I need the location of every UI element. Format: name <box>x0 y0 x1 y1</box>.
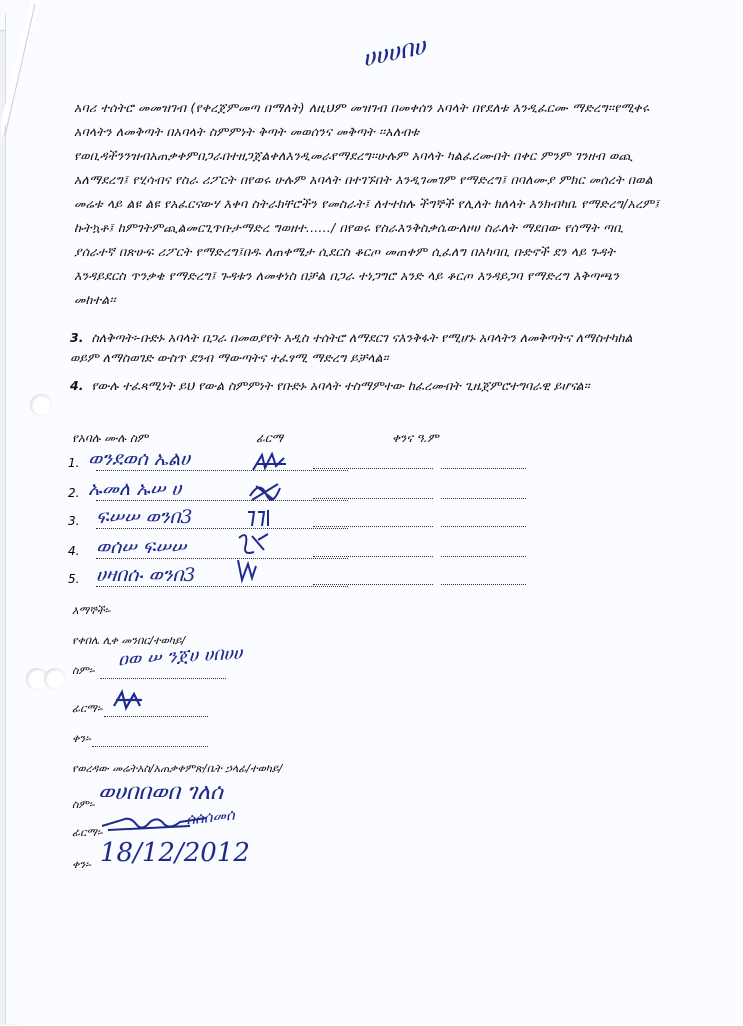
member-row <box>68 448 538 472</box>
top-handwritten-note: ሀሀሀበሀ <box>359 31 429 73</box>
kebele-date-label: ቀን፡- <box>72 732 92 745</box>
member-name: ኡመለ ኡሠ ሀ <box>88 478 182 500</box>
header-date: ቀንና ዓ.ም <box>392 431 439 445</box>
item-4-number: 4. <box>70 378 84 393</box>
kebele-signature <box>110 688 146 716</box>
kebele-signature-label: ፊርማ፡- <box>72 702 104 715</box>
signature-line <box>313 526 433 527</box>
member-row <box>68 506 538 530</box>
name-line <box>96 558 348 559</box>
folded-corner <box>1 0 41 140</box>
date-line <box>441 584 526 585</box>
member-name: ሀዛበሱ ወንበ3 <box>96 564 196 586</box>
woreda-name-label: ስም፡- <box>72 798 96 811</box>
paragraph-1: አባሪ ተሰትሮ መመዝገብ (የቀረጀምመጣ በማለት) ለዚህም መዝገብ በመቀሰን አባላት በየደለቱ እንዲፈርሙ ማድረግ፡፡የሚቀሩ አባላትን ለመቅጣት በአባላት ስምምነት ቅጣት መወሰንና መቅጣት ፡፡አለብቱ የወቢዳችንንዝብአጠቃቀምበጋራበተዘጋጀልቀለእንዲመራየማደረግ፡፡ሁሉም አባላት ካልፈረሙበት በቀር ምንም ገንዘብ ወጪ አለማደረግ፤ የሂሳብና የስራ ሪፖርት በየወሩ ሁሉም አባላት በተገኙበት እንዲገመገም የማድረግ፤ በባለሙያ ምክር መሰረት በወል መሬቱ ላይ ልዩ ልዩ የአፈርናውሃ እቀባ ስትራክቸሮችን የመስራት፤ ለተተከሉ ችግኞች የሊለት ክለላት እንክብካቤ የማድረግ/አረም፤ ኩትኳቶ፤ ከምገትምጪልመርጊጥቡታማድረ ግወዘተ....../ በየወሩ የስራእንቅስቃሴውለዞሀ ስራለት ማደበው የሰማት ጣቢ ያሰራተኛ በጽሁፍ ሪፖርት የማድረግ፤በዱ ለጠቀሜታ ሲደርስ ቆርጦ መጠቀም ሲፈለግ በአካባቢ ቡድኖች ደን ላይ ጉዳት እንዳይደርስ ጥንቃቄ የማድረግ፤ ጉዳቱን ለመቀነስ በቻል በጋራ ተነጋግሮ አንድ ላይ ቆርጦ እንዳይጋባ የማድረግ እቅጣጫን መከተል፡፡ <box>74 100 660 307</box>
woreda-representative-name: ወሀበበወበ ገለሰ <box>98 780 223 805</box>
signature-line <box>313 556 433 557</box>
member-signature <box>250 450 290 478</box>
member-number: 3. <box>68 514 80 528</box>
member-number: 4. <box>68 544 80 558</box>
date-line <box>441 498 526 499</box>
member-number: 1. <box>68 456 80 470</box>
item-4-text: የውሉ ተፈጻሚነት ይህ የውል ስምምነት የቡድኑ አባላት ተስማምተው ከፈረሙበት ጊዜጀምሮተግባራዊ ይሆናል፡፡ <box>91 378 590 393</box>
header-signature: ፊርማ <box>256 431 284 445</box>
punch-hole <box>30 394 52 416</box>
member-row <box>68 536 538 560</box>
date-line <box>441 468 526 469</box>
signature-line <box>313 498 433 499</box>
woreda-representative-name-2: ሰሰሰመሰ <box>185 805 236 829</box>
name-line <box>96 528 348 529</box>
member-row <box>68 564 538 588</box>
kebele-name-line <box>100 678 226 679</box>
date-line <box>441 526 526 527</box>
kebele-chair-label: የቀበሌ ሊቀ መንበር/ተወካይ/ <box>72 634 186 647</box>
name-line <box>96 500 348 501</box>
item-3 <box>70 328 660 368</box>
kebele-name-label: ስም፡- <box>72 664 96 677</box>
punch-hole <box>44 668 66 690</box>
kebele-date-line <box>92 746 208 747</box>
signature-line <box>313 468 433 469</box>
item-4 <box>70 376 660 396</box>
item-3-text: ስለቅጣት፡-ቡድኑ አባላት በጋራ በመወያየት አዲስ ተሰትሮ ለማደርገ ናእንቅፋት የሚሆኑ አባላትን ለመቅጣትና ለማስተካከል ወይም ለማስወገድ ውስጥ ደንብ ማውጣትና ተፈፃሚ ማድረግ ይቻላል፡፡ <box>70 330 633 365</box>
member-number: 5. <box>68 572 80 586</box>
witnesses-label: እማኞች፡- <box>72 604 112 617</box>
woreda-date: 18/12/2012 <box>100 838 250 868</box>
member-signature <box>232 556 262 586</box>
woreda-date-label: ቀን፡- <box>72 858 92 871</box>
woreda-signature-label: ፊርማ፡- <box>72 826 104 839</box>
member-row <box>68 478 538 502</box>
item-3-number: 3. <box>70 330 84 345</box>
member-name: ወንደወሰ ኤልሀ <box>88 448 191 470</box>
member-name: ፍሠሠ ወንበ3 <box>96 506 193 528</box>
kebele-chair-name: ዐወ ሠ ንጀሀ ሀበሀሀ <box>117 642 243 671</box>
header-name: የአባሉ ሙሉ ስም <box>72 431 149 445</box>
woreda-office-label: የወረዳው መሬትአስ/አጠቃቀምጽ/ቤት ኃላፊ/ተወካይ/ <box>72 762 283 775</box>
name-line <box>96 470 348 471</box>
member-name: ወሰሠ ፍሠሠ <box>96 536 187 558</box>
signature-line <box>313 584 433 585</box>
member-number: 2. <box>68 486 80 500</box>
woreda-signature <box>100 812 210 838</box>
date-line <box>441 556 526 557</box>
member-signature <box>246 478 286 506</box>
kebele-signature-line <box>104 716 208 717</box>
name-line <box>96 586 348 587</box>
